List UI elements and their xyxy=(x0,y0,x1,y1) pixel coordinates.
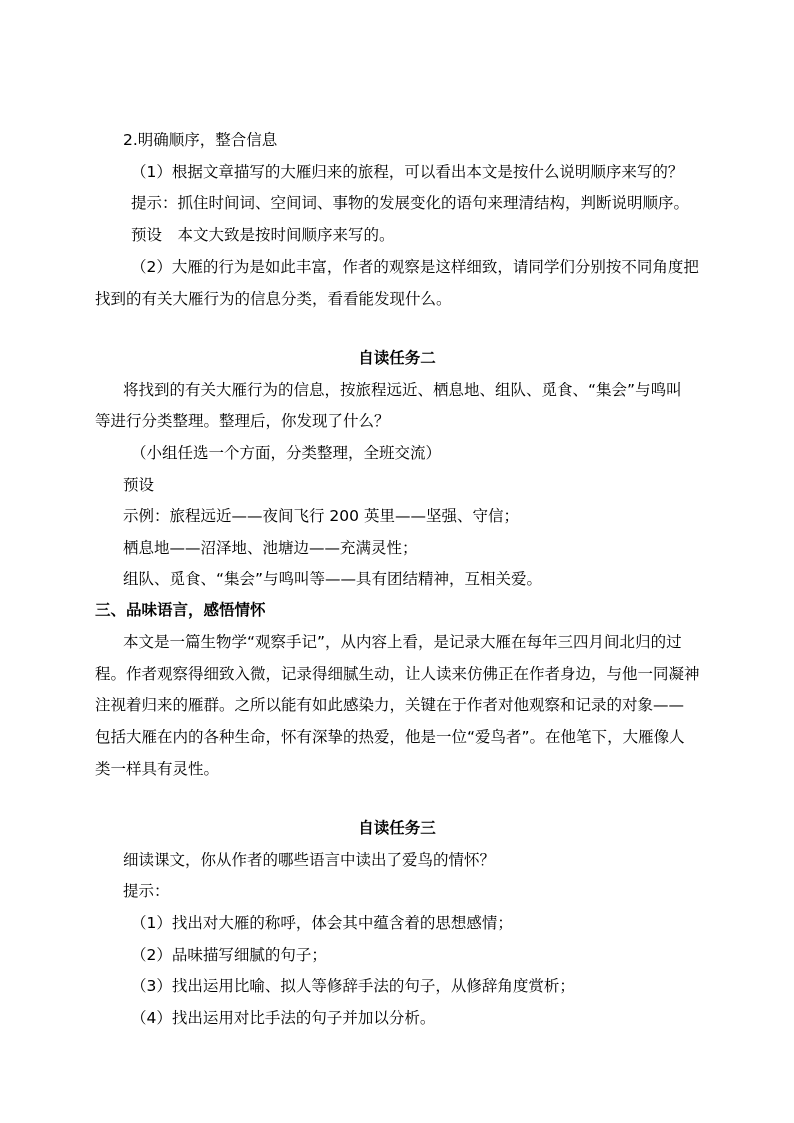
task-3-title: 自读任务三 xyxy=(358,819,436,837)
task-2-paragraph-line-1: 将找到的有关大雁行为的信息，按旅程远近、栖息地、组队、觅食、“集会”与鸣叫 xyxy=(123,381,682,399)
task-3-hint-label: 提示： xyxy=(123,882,170,900)
preset-text: 预设 本文大致是按时间顺序来写的。 xyxy=(131,226,395,244)
task-3-question: 细读课文，你从作者的哪些语言中读出了爱鸟的情怀？ xyxy=(123,851,496,869)
hint-text: 提示：抓住时间词、空间词、事物的发展变化的语句来理清结构，判断说明顺序。 xyxy=(131,194,690,212)
task-3-hint-2: （2）品味描写细腻的句子； xyxy=(131,946,327,964)
question-1: （1）根据文章描写的大雁归来的旅程，可以看出本文是按什么说明顺序来写的？ xyxy=(131,163,684,181)
task-2-paragraph-line-2: 等进行分类整理。整理后，你发现了什么？ xyxy=(95,412,390,430)
task-2-title: 自读任务二 xyxy=(358,349,436,367)
section-3-paragraph-line-3: 注视着归来的雁群。之所以能有如此感染力，关键在于作者对他观察和记录的对象—— xyxy=(95,696,685,714)
task-3-hint-1: （1）找出对大雁的称呼，体会其中蕴含着的思想感情； xyxy=(131,914,513,932)
task-2-example-2: 栖息地——沼泽地、池塘边——充满灵性； xyxy=(123,539,418,557)
task-2-example-1: 示例：旅程远近——夜间飞行 200 英里——坚强、守信； xyxy=(123,507,519,525)
section-3-paragraph-line-4: 包括大雁在内的各种生命，怀有深挚的热爱，他是一位“爱鸟者”。在他笔下，大雁像人 xyxy=(95,728,685,746)
task-2-preset: 预设 xyxy=(123,476,155,494)
task-3-hint-3: （3）找出运用比喻、拟人等修辞手法的句子，从修辞角度赏析； xyxy=(131,977,575,995)
task-2-example-3: 组队、觅食、“集会”与鸣叫等——具有团结精神，互相关爱。 xyxy=(123,570,543,588)
section-3-heading: 三、品味语言，感悟情怀 xyxy=(95,601,266,619)
section-3-paragraph-line-1: 本文是一篇生物学“观察手记”，从内容上看，是记录大雁在每年三四月间北归的过 xyxy=(123,633,682,651)
question-2-line-2: 找到的有关大雁行为的信息分类，看看能发现什么。 xyxy=(95,290,452,308)
section-3-paragraph-line-2: 程。作者观察得细致入微，记录得细腻生动，让人读来仿佛正在作者身边，与他一同凝神 xyxy=(95,665,700,683)
section-heading: 2.明确顺序，整合信息 xyxy=(123,131,278,149)
section-3-paragraph-line-5: 类一样具有灵性。 xyxy=(95,760,220,778)
task-2-note: （小组任选一个方面，分类整理，全班交流） xyxy=(131,444,442,462)
task-3-hint-4: （4）找出运用对比手法的句子并加以分析。 xyxy=(131,1009,436,1027)
question-2-line-1: （2）大雁的行为是如此丰富，作者的观察是这样细致，请同学们分别按不同角度把 xyxy=(131,258,699,276)
